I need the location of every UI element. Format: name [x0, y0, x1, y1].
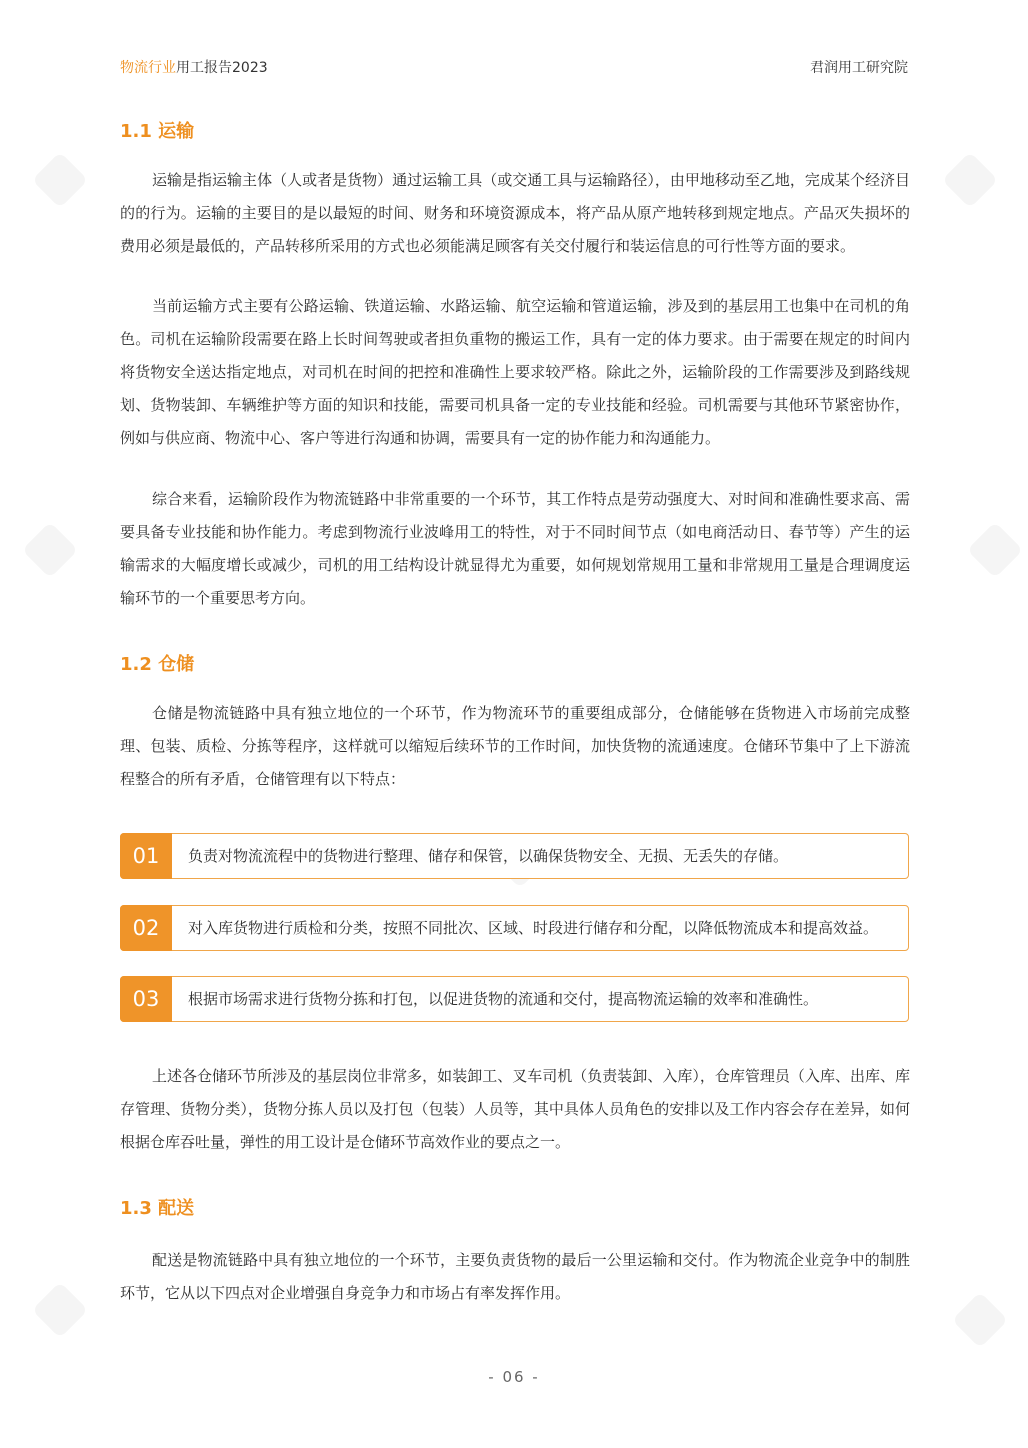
report-title — [120, 57, 268, 77]
watermark-logo — [942, 152, 999, 209]
watermark-logo — [967, 522, 1024, 579]
section-heading-warehousing: 1.2 仓储 — [120, 654, 195, 675]
report-title-accent: 物流行业 — [120, 60, 176, 76]
feature-point — [120, 905, 909, 951]
institute-name: 君润用工研究院 — [810, 60, 908, 76]
point-number-badge: 03 — [120, 976, 172, 1022]
watermark-logo — [32, 1282, 89, 1339]
feature-point — [120, 833, 909, 879]
paragraph: 配送是物流链路中具有独立地位的一个环节，主要负责货物的最后一公里运输和交付。作为物流企业竞争中的制胜环节，它从以下四点对企业增强自身竞争力和市场占有率发挥作用。 — [120, 1251, 910, 1302]
point-number-badge: 01 — [120, 833, 172, 879]
page-number: - 06 - — [488, 1368, 540, 1386]
paragraph: 综合来看，运输阶段作为物流链路中非常重要的一个环节，其工作特点是劳动强度大、对时间和准确性要求高、需要具备专业技能和协作能力。考虑到物流行业波峰用工的特性，对于不同时间节点（如电商活动日、春节等）产生的运输需求的大幅度增长或减少，司机的用工结构设计就显得尤为重要，如何规划常规用工量和非常规用工量是合理调度运输环节的一个重要思考方向。 — [120, 490, 910, 607]
watermark-logo — [32, 152, 89, 209]
point-text: 根据市场需求进行货物分拣和打包，以促进货物的流通和交付，提高物流运输的效率和准确性。 — [188, 990, 819, 1008]
feature-point — [120, 976, 909, 1022]
paragraph: 上述各仓储环节所涉及的基层岗位非常多，如装卸工、叉车司机（负责装卸、入库），仓库管理员（入库、出库、库存管理、货物分类），货物分拣人员以及打包（包装）人员等，其中具体人员角色的安排以及工作内容会存在差异，如何根据仓库吞吐量，弹性的用工设计是仓储环节高效作业的要点之一。 — [120, 1067, 910, 1151]
paragraph: 运输是指运输主体（人或者是货物）通过运输工具（或交通工具与运输路径），由甲地移动至乙地，完成某个经济目的的行为。运输的主要目的是以最短的时间、财务和环境资源成本，将产品从原产地转移到规定地点。产品灭失损坏的费用必须是最低的，产品转移所采用的方式也必须能满足顾客有关交付履行和装运信息的可行性等方面的要求。 — [120, 171, 910, 255]
watermark-logo — [952, 1292, 1009, 1349]
point-number-badge: 02 — [120, 905, 172, 951]
report-title-rest: 用工报告2023 — [176, 60, 268, 76]
paragraph: 仓储是物流链路中具有独立地位的一个环节，作为物流环节的重要组成部分，仓储能够在货物进入市场前完成整理、包装、质检、分拣等程序，这样就可以缩短后续环节的工作时间，加快货物的流通速度。仓储环节集中了上下游流程整合的所有矛盾，仓储管理有以下特点： — [120, 704, 910, 788]
paragraph: 当前运输方式主要有公路运输、铁道运输、水路运输、航空运输和管道运输，涉及到的基层用工也集中在司机的角色。司机在运输阶段需要在路上长时间驾驶或者担负重物的搬运工作，具有一定的体力要求。由于需要在规定的时间内将货物安全送达指定地点，对司机在时间的把控和准确性上要求较严格。除此之外，运输阶段的工作需要涉及到路线规划、货物装卸、车辆维护等方面的知识和技能，需要司机具备一定的专业技能和经验。司机需要与其他环节紧密协作，例如与供应商、物流中心、客户等进行沟通和协调，需要具有一定的协作能力和沟通能力。 — [120, 297, 910, 447]
point-text: 负责对物流流程中的货物进行整理、储存和保管，以确保货物安全、无损、无丢失的存储。 — [188, 847, 789, 865]
watermark-logo — [22, 522, 79, 579]
section-heading-delivery: 1.3 配送 — [120, 1198, 195, 1219]
section-heading-transport: 1.1 运输 — [120, 121, 195, 142]
point-text: 对入库货物进行质检和分类，按照不同批次、区域、时段进行储存和分配，以降低物流成本和提高效益。 — [188, 919, 879, 937]
